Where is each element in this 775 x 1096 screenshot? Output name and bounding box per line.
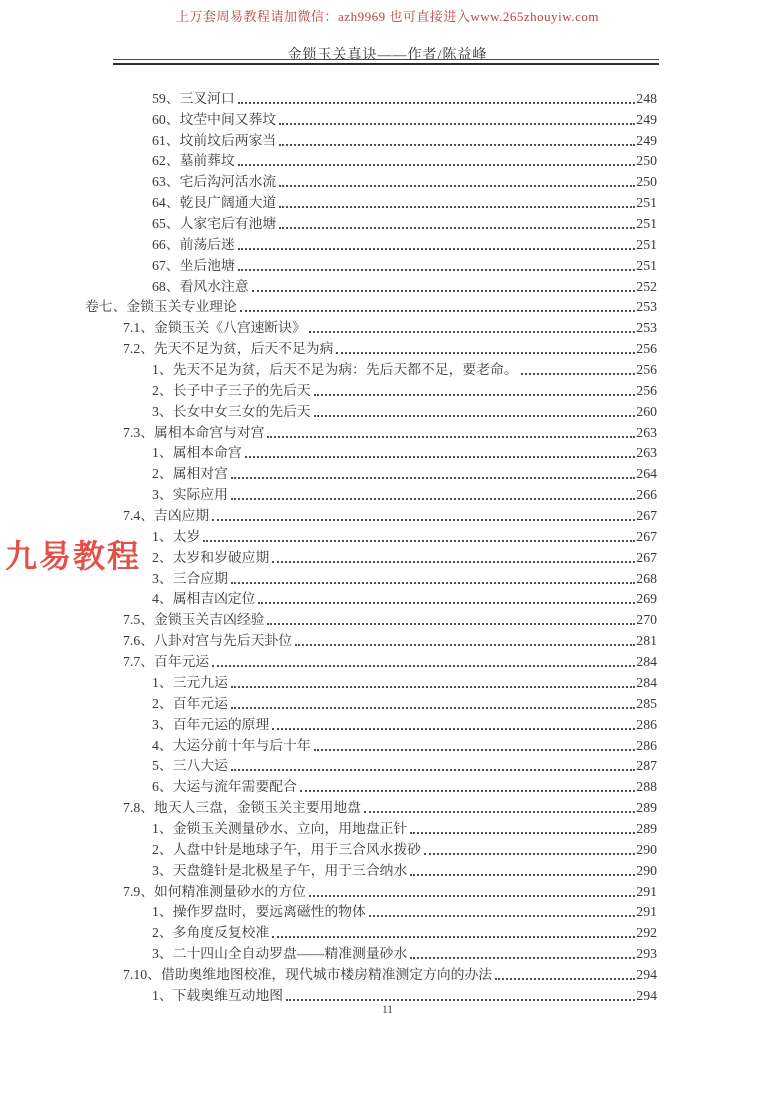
toc-row (0, 837, 657, 858)
toc-entry-page: 251 (636, 257, 657, 273)
toc-entry-label: 59、三叉河口 (152, 90, 235, 106)
dotted-leader (231, 707, 635, 709)
dotted-leader (231, 769, 635, 771)
toc-entry-label: 2、长子中子三子的先后天 (152, 382, 311, 398)
toc-entry-page: 294 (636, 987, 657, 1003)
toc-row (0, 378, 657, 399)
toc-entry-page: 250 (636, 174, 657, 190)
dotted-leader (231, 582, 635, 584)
toc-entry-label: 2、属相对宫 (152, 466, 228, 482)
toc-row (0, 86, 657, 107)
dotted-leader (410, 832, 635, 834)
dotted-leader (295, 644, 635, 646)
footer-page-number: 11 (381, 1004, 394, 1016)
dotted-leader (272, 936, 635, 938)
toc-entry-page: 270 (636, 612, 657, 628)
toc-row (0, 712, 657, 733)
toc-row (0, 503, 657, 524)
toc-row (0, 691, 657, 712)
toc-entry-page: 260 (636, 403, 657, 419)
dotted-leader (240, 310, 636, 312)
dotted-leader (314, 415, 636, 417)
toc-entry-page: 289 (636, 800, 657, 816)
toc-entry-label: 68、看风水注意 (152, 278, 249, 294)
toc-entry-page: 250 (636, 153, 657, 169)
dotted-leader (279, 123, 635, 125)
toc-row (0, 816, 657, 837)
toc-entry-label: 62、墓前葬坟 (152, 153, 235, 169)
toc-entry-label: 7.3、属相本命宫与对宫 (123, 424, 265, 440)
dotted-leader (203, 540, 635, 542)
toc-entry-label: 7.2、先天不足为贫，后天不足为病 (123, 341, 334, 357)
page-title: 金锁玉关真诀——作者/陈益峰 (287, 48, 488, 63)
dotted-leader (314, 749, 636, 751)
dotted-leader (245, 456, 636, 458)
dotted-leader (267, 436, 635, 438)
toc-entry-page: 256 (636, 341, 657, 357)
toc-row (0, 274, 657, 295)
dotted-leader (238, 248, 636, 250)
toc-entry-page: 285 (636, 695, 657, 711)
toc-entry-page: 267 (636, 549, 657, 565)
toc-entry-label: 1、三元九运 (152, 674, 228, 690)
toc-entry-page: 290 (636, 841, 657, 857)
dotted-leader (369, 915, 635, 917)
toc-entry-page: 263 (636, 424, 657, 440)
dotted-leader (231, 498, 635, 500)
toc-row (0, 232, 657, 253)
dotted-leader (212, 519, 635, 521)
toc-entry-label: 7.9、如何精准测量砂水的方位 (123, 883, 306, 899)
toc-entry-label: 5、三八大运 (152, 758, 228, 774)
toc-row (0, 420, 657, 441)
toc-entry-label: 1、太岁 (152, 528, 201, 544)
toc-entry-page: 290 (636, 862, 657, 878)
toc-entry-page: 253 (636, 299, 657, 315)
toc-row (0, 795, 657, 816)
dotted-leader (238, 164, 636, 166)
dotted-leader (424, 853, 635, 855)
toc-entry-page: 281 (636, 633, 657, 649)
toc-row (0, 482, 657, 503)
dotted-leader (238, 269, 636, 271)
dotted-leader (279, 206, 635, 208)
toc-row (0, 774, 657, 795)
toc-entry-page: 293 (636, 946, 657, 962)
dotted-leader (336, 352, 635, 354)
toc-entry-label: 1、属相本命宫 (152, 445, 242, 461)
toc-entry-page: 249 (636, 132, 657, 148)
toc-row (0, 587, 657, 608)
dotted-leader (231, 477, 635, 479)
toc-entry-label: 2、多角度反复校准 (152, 925, 270, 941)
toc-entry-page: 251 (636, 236, 657, 252)
toc-entry-page: 266 (636, 487, 657, 503)
toc-entry-page: 253 (636, 320, 657, 336)
toc-row (0, 983, 657, 1004)
toc-entry-label: 64、乾艮广阔通大道 (152, 195, 277, 211)
toc-entry-label: 1、下载奥维互动地图 (152, 987, 284, 1003)
toc-row (0, 754, 657, 775)
promo-header: 上万套周易教程请加微信：azh9969 也可直接进入www.265zhouyiw.com (176, 9, 599, 24)
toc-row (0, 295, 657, 316)
toc-row (0, 733, 657, 754)
toc-row (0, 336, 657, 357)
toc-entry-page: 248 (636, 90, 657, 106)
toc-entry-label: 卷七、金锁玉关专业理论 (85, 299, 237, 315)
toc-entry-label: 60、坟茔中间又葬坟 (152, 111, 277, 127)
toc-entry-page: 294 (636, 966, 657, 982)
toc-entry-label: 66、前荡后迷 (152, 236, 235, 252)
toc-entry-page: 267 (636, 508, 657, 524)
toc-entry-page: 256 (636, 382, 657, 398)
toc-entry-page: 287 (636, 758, 657, 774)
toc-entry-label: 61、坟前坟后两家当 (152, 132, 277, 148)
toc-entry-label: 3、百年元运的原理 (152, 716, 270, 732)
toc-entry-label: 63、宅后沟河活水流 (152, 174, 277, 190)
dotted-leader (272, 561, 635, 563)
dotted-leader (279, 144, 635, 146)
toc-entry-label: 2、人盘中针是地球子午，用于三合风水拨砂 (152, 841, 422, 857)
toc-row (0, 399, 657, 420)
toc-entry-label: 65、人家宅后有池塘 (152, 216, 277, 232)
toc-entry-label: 1、操作罗盘时，要远离磁性的物体 (152, 904, 366, 920)
toc-row (0, 253, 657, 274)
toc-entry-page: 289 (636, 820, 657, 836)
toc-entry-page: 284 (636, 674, 657, 690)
dotted-leader (272, 728, 635, 730)
toc-entry-page: 256 (636, 362, 657, 378)
dotted-leader (495, 978, 635, 980)
dotted-leader (410, 874, 635, 876)
toc-entry-page: 267 (636, 528, 657, 544)
toc-entry-page: 268 (636, 570, 657, 586)
toc-entry-page: 263 (636, 445, 657, 461)
toc-entry-page: 269 (636, 591, 657, 607)
dotted-leader (309, 331, 635, 333)
dotted-leader (258, 602, 635, 604)
title-double-rule (113, 59, 659, 65)
toc-row (0, 190, 657, 211)
toc-entry-label: 7.6、八卦对宫与先后天卦位 (123, 633, 293, 649)
dotted-leader (252, 290, 636, 292)
toc-row (0, 169, 657, 190)
dotted-leader (238, 102, 636, 104)
toc-entry-label: 1、金锁玉关测量砂水、立向，用地盘正针 (152, 820, 408, 836)
dotted-leader (279, 227, 635, 229)
dotted-leader (300, 790, 635, 792)
dotted-leader (267, 623, 635, 625)
dotted-leader (314, 394, 636, 396)
dotted-leader (212, 665, 635, 667)
toc-row (0, 461, 657, 482)
dotted-leader (231, 686, 635, 688)
toc-entry-label: 1、先天不足为贫，后天不足为病：先后天都不足，要老命。 (152, 362, 518, 378)
toc-row (0, 649, 657, 670)
dotted-leader (521, 373, 636, 375)
toc-entry-label: 3、长女中女三女的先后天 (152, 403, 311, 419)
toc-row (0, 962, 657, 983)
toc-entry-page: 252 (636, 278, 657, 294)
toc-entry-page: 251 (636, 195, 657, 211)
toc-entry-page: 292 (636, 925, 657, 941)
toc-row (0, 441, 657, 462)
dotted-leader (309, 895, 635, 897)
toc-row (0, 107, 657, 128)
toc-entry-label: 3、二十四山全自动罗盘——精准测量砂水 (152, 946, 408, 962)
toc-entry-label: 7.10、借助奥维地图校准，现代城市楼房精准测定方向的办法 (123, 966, 493, 982)
toc-entry-page: 286 (636, 737, 657, 753)
toc-entry-label: 7.1、金锁玉关《八宫速断诀》 (123, 320, 306, 336)
toc-entry-label: 7.5、金锁玉关吉凶经验 (123, 612, 265, 628)
toc-entry-page: 249 (636, 111, 657, 127)
toc-entry-label: 2、百年元运 (152, 695, 228, 711)
toc-entry-page: 291 (636, 883, 657, 899)
toc-entry-page: 286 (636, 716, 657, 732)
toc-entry-page: 288 (636, 779, 657, 795)
toc-row (0, 211, 657, 232)
toc-row (0, 315, 657, 336)
toc-row (0, 941, 657, 962)
toc-row (0, 920, 657, 941)
toc-entry-page: 284 (636, 654, 657, 670)
toc-entry-label: 67、坐后池塘 (152, 257, 235, 273)
watermark: 九易教程 (5, 538, 142, 574)
toc-entry-label: 2、太岁和岁破应期 (152, 549, 270, 565)
toc-row (0, 858, 657, 879)
toc-entry-page: 291 (636, 904, 657, 920)
toc-entry-page: 264 (636, 466, 657, 482)
toc-row (0, 900, 657, 921)
toc-entry-label: 6、大运与流年需要配合 (152, 779, 297, 795)
toc-entry-page: 251 (636, 216, 657, 232)
toc-row (0, 128, 657, 149)
dotted-leader (410, 957, 635, 959)
toc-row (0, 670, 657, 691)
toc-entry-label: 4、大运分前十年与后十年 (152, 737, 311, 753)
toc-entry-label: 4、属相吉凶定位 (152, 591, 256, 607)
toc-row (0, 149, 657, 170)
toc-row (0, 607, 657, 628)
toc-row (0, 357, 657, 378)
toc-row (0, 628, 657, 649)
toc-entry-label: 7.8、地天人三盘，金锁玉关主要用地盘 (123, 800, 361, 816)
toc-entry-label: 3、三合应期 (152, 570, 228, 586)
toc-entry-label: 3、实际应用 (152, 487, 228, 503)
dotted-leader (364, 811, 635, 813)
dotted-leader (286, 999, 635, 1001)
toc-entry-label: 7.7、百年元运 (123, 654, 210, 670)
toc-entry-label: 7.4、吉凶应期 (123, 508, 210, 524)
dotted-leader (279, 185, 635, 187)
toc-entry-label: 3、天盘缝针是北极星子午，用于三合纳水 (152, 862, 408, 878)
toc-row (0, 879, 657, 900)
